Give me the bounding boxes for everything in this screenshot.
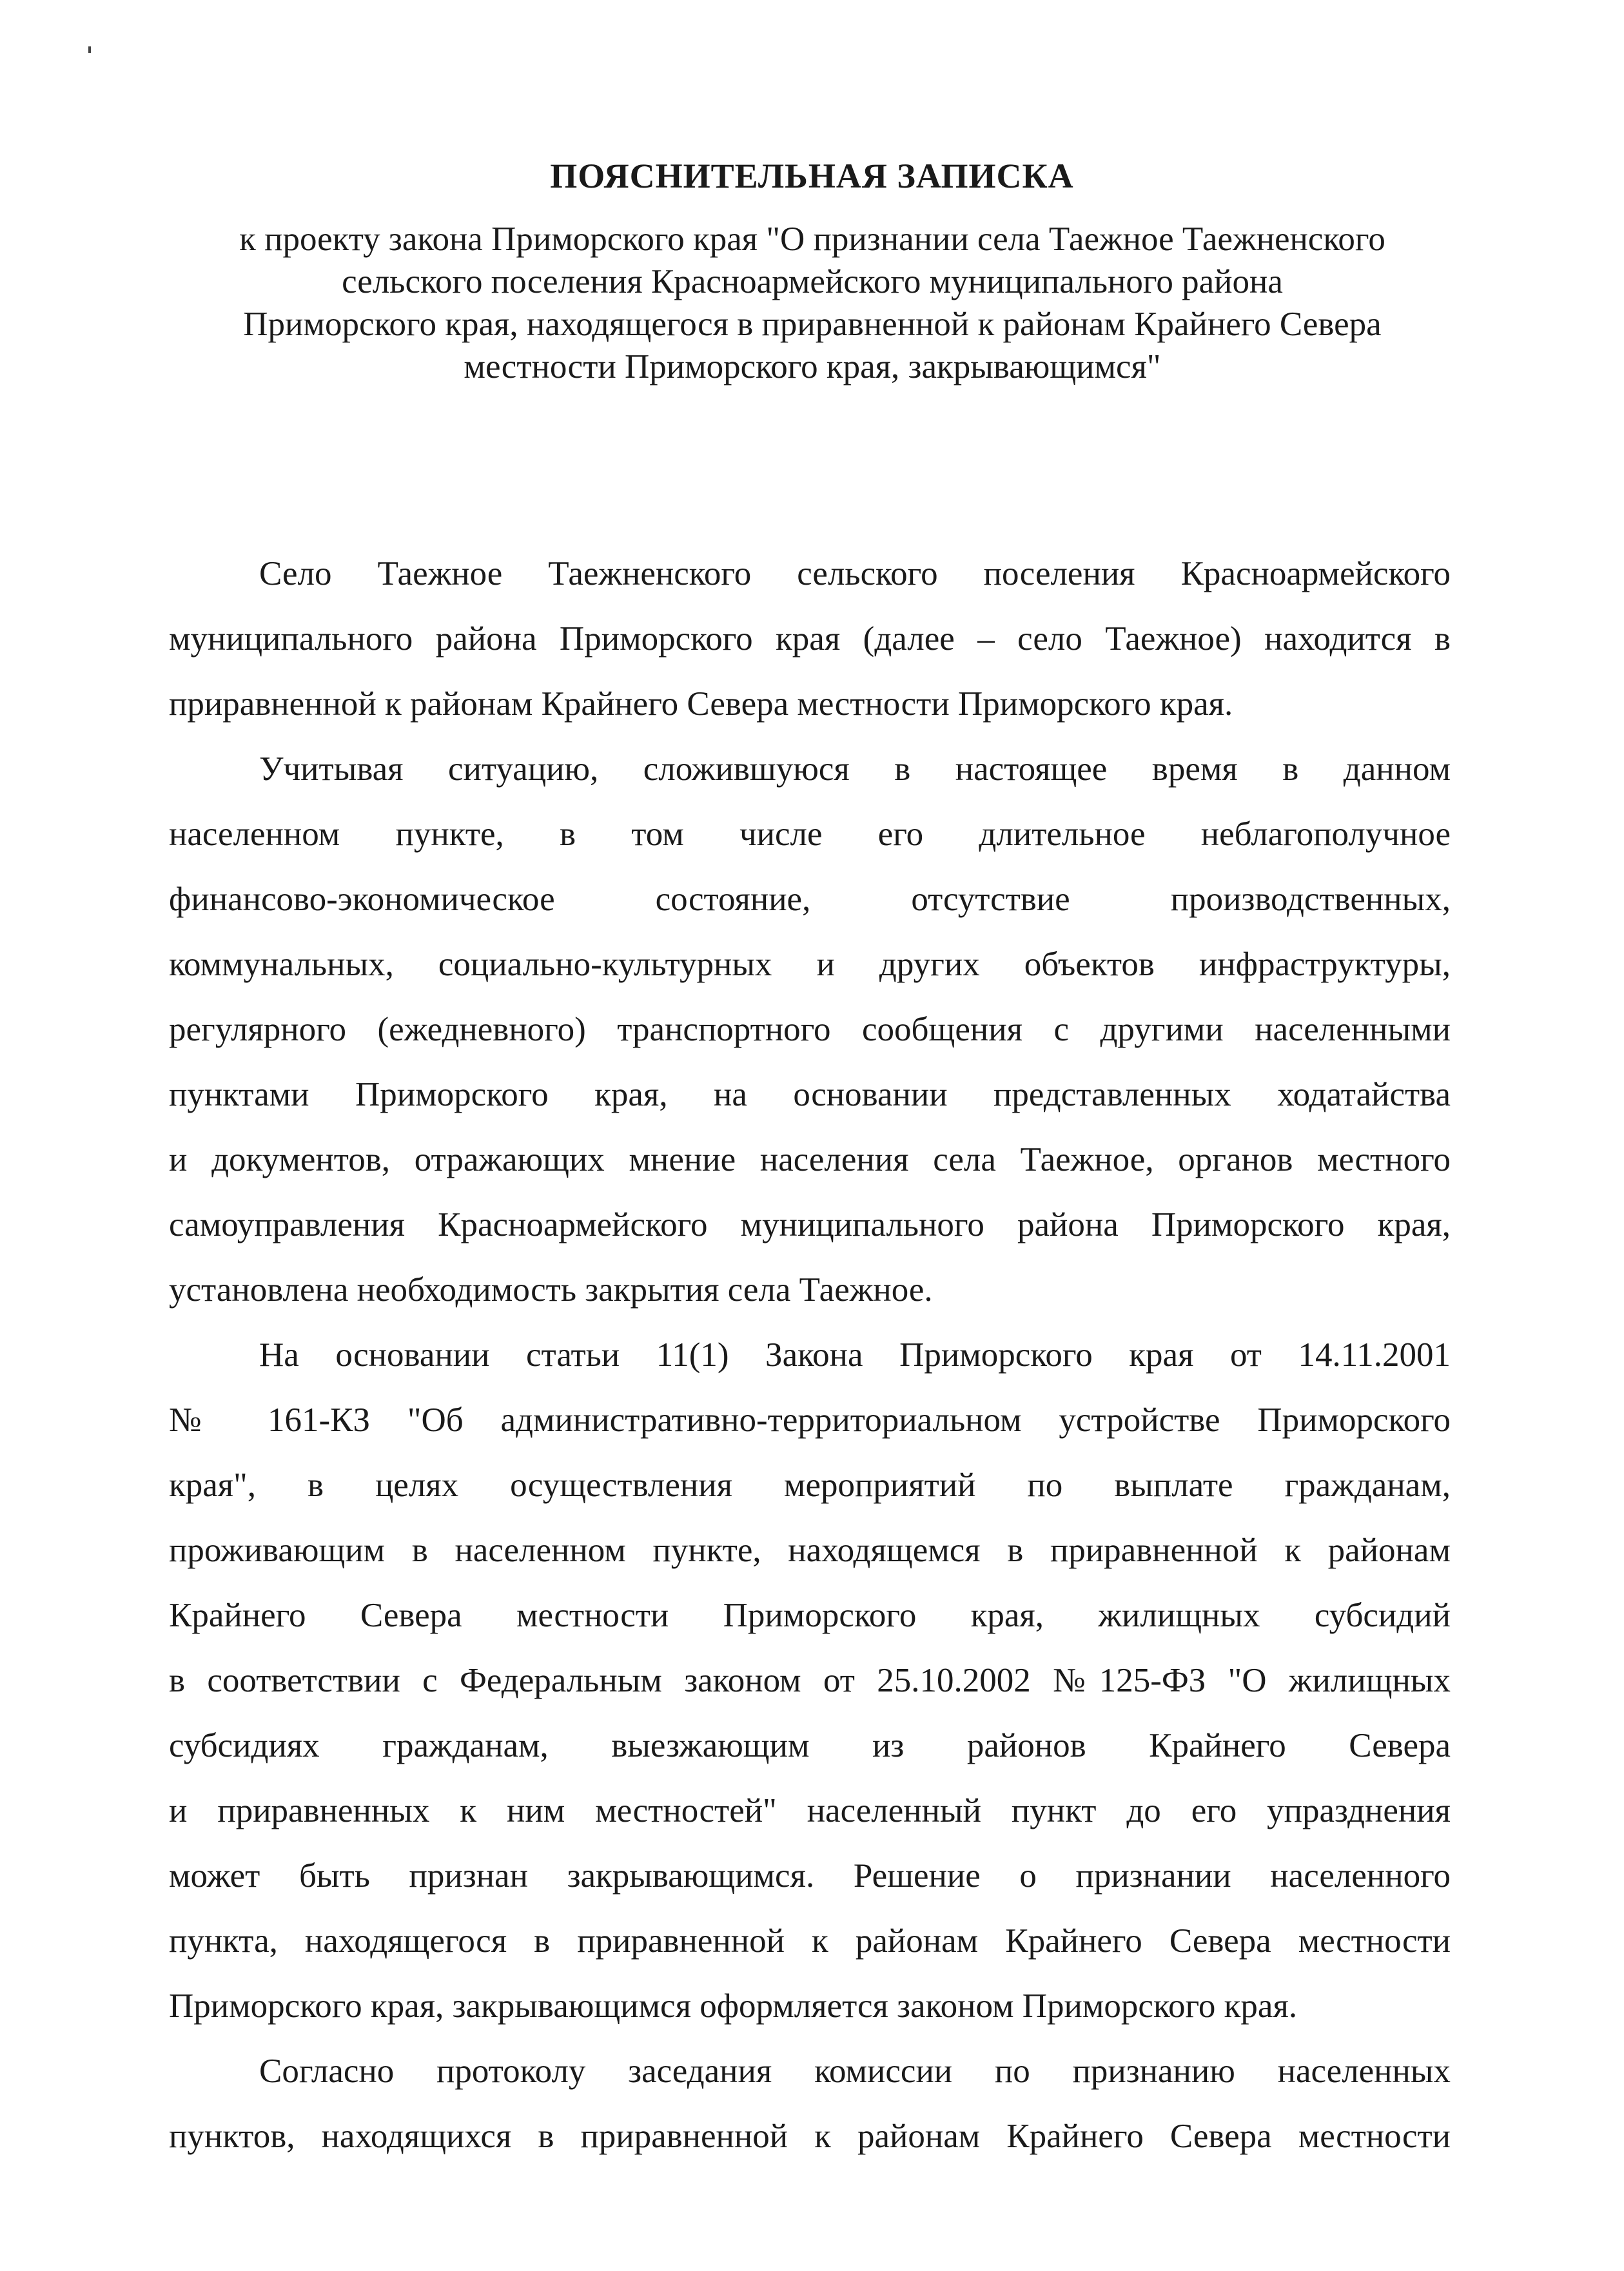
text-line: установлена необходимость закрытия села Таежное. (169, 1271, 933, 1309)
subtitle-line: сельского поселения Красноармейского муниципального района (342, 263, 1283, 300)
text-line: регулярного (ежедневного) транспортного сообщения с другими населенными (169, 1011, 1451, 1048)
text-line: пунктами Приморского края, на основании представленных ходатайства (169, 1076, 1451, 1113)
text-line: края", в целях осуществления мероприятий по выплате гражданам, (169, 1467, 1451, 1504)
scan-speck (88, 46, 91, 53)
text-line: населенном пункте, в том числе его длительное неблагополучное (169, 815, 1451, 853)
text-line: финансово-экономическое состояние, отсутствие производственных, (169, 881, 1451, 918)
text-line: приравненной к районам Крайнего Севера местности Приморского края. (169, 685, 1233, 723)
paragraph-1 (169, 541, 1451, 737)
text-line: Согласно протоколу заседания комиссии по признанию населенных (259, 2052, 1451, 2090)
subtitle-line: Приморского края, находящегося в приравненной к районам Крайнего Севера (243, 306, 1382, 343)
text-line: и документов, отражающих мнение населения села Таежное, органов местного (169, 1141, 1451, 1178)
text-line: пункта, находящегося в приравненной к районам Крайнего Севера местности (169, 1922, 1451, 1960)
text-line: проживающим в населенном пункте, находящемся в приравненной к районам (169, 1532, 1451, 1569)
text-line: субсидиях гражданам, выезжающим из районов Крайнего Севера (169, 1727, 1451, 1764)
paragraph-3 (169, 1323, 1451, 2039)
text-line: Село Таежное Таежненского сельского поселения Красноармейского (259, 555, 1451, 592)
paragraph-2 (169, 737, 1451, 1323)
subtitle-line: к проекту закона Приморского края "О признании села Таежное Таежненского (239, 220, 1385, 258)
paragraph-4 (169, 2039, 1451, 2169)
document-title: ПОЯСНИТЕЛЬНАЯ ЗАПИСКА (550, 157, 1074, 195)
text-line: и приравненных к ним местностей" населенный пункт до его упразднения (169, 1792, 1451, 1829)
text-line: в соответствии с Федеральным законом от 25.10.2002 №125-ФЗ "О жилищных (169, 1662, 1451, 1699)
text-line: Учитывая ситуацию, сложившуюся в настоящее время в данном (259, 750, 1451, 788)
document-body (169, 541, 1451, 2169)
document-subtitle (161, 218, 1463, 388)
text-line: На основании статьи 11(1) Закона Приморского края от 14.11.2001 (259, 1336, 1451, 1374)
text-line: Крайнего Севера местности Приморского края, жилищных субсидий (169, 1597, 1451, 1634)
text-line: самоуправления Красноармейского муниципального района Приморского края, (169, 1206, 1451, 1243)
text-line: коммунальных, социально-культурных и других объектов инфраструктуры, (169, 946, 1451, 983)
text-line: пунктов, находящихся в приравненной к районам Крайнего Севера местности (169, 2118, 1451, 2155)
text-line: муниципального района Приморского края (далее – село Таежное) находится в (169, 620, 1451, 658)
subtitle-line: местности Приморского края, закрывающимся" (464, 348, 1161, 385)
text-line: может быть признан закрывающимся. Решение о признании населенного (169, 1857, 1451, 1895)
text-line: № 161-КЗ "Об административно-территориальном устройстве Приморского (169, 1401, 1451, 1439)
text-line: Приморского края, закрывающимся оформляется законом Приморского края. (169, 1987, 1298, 2025)
